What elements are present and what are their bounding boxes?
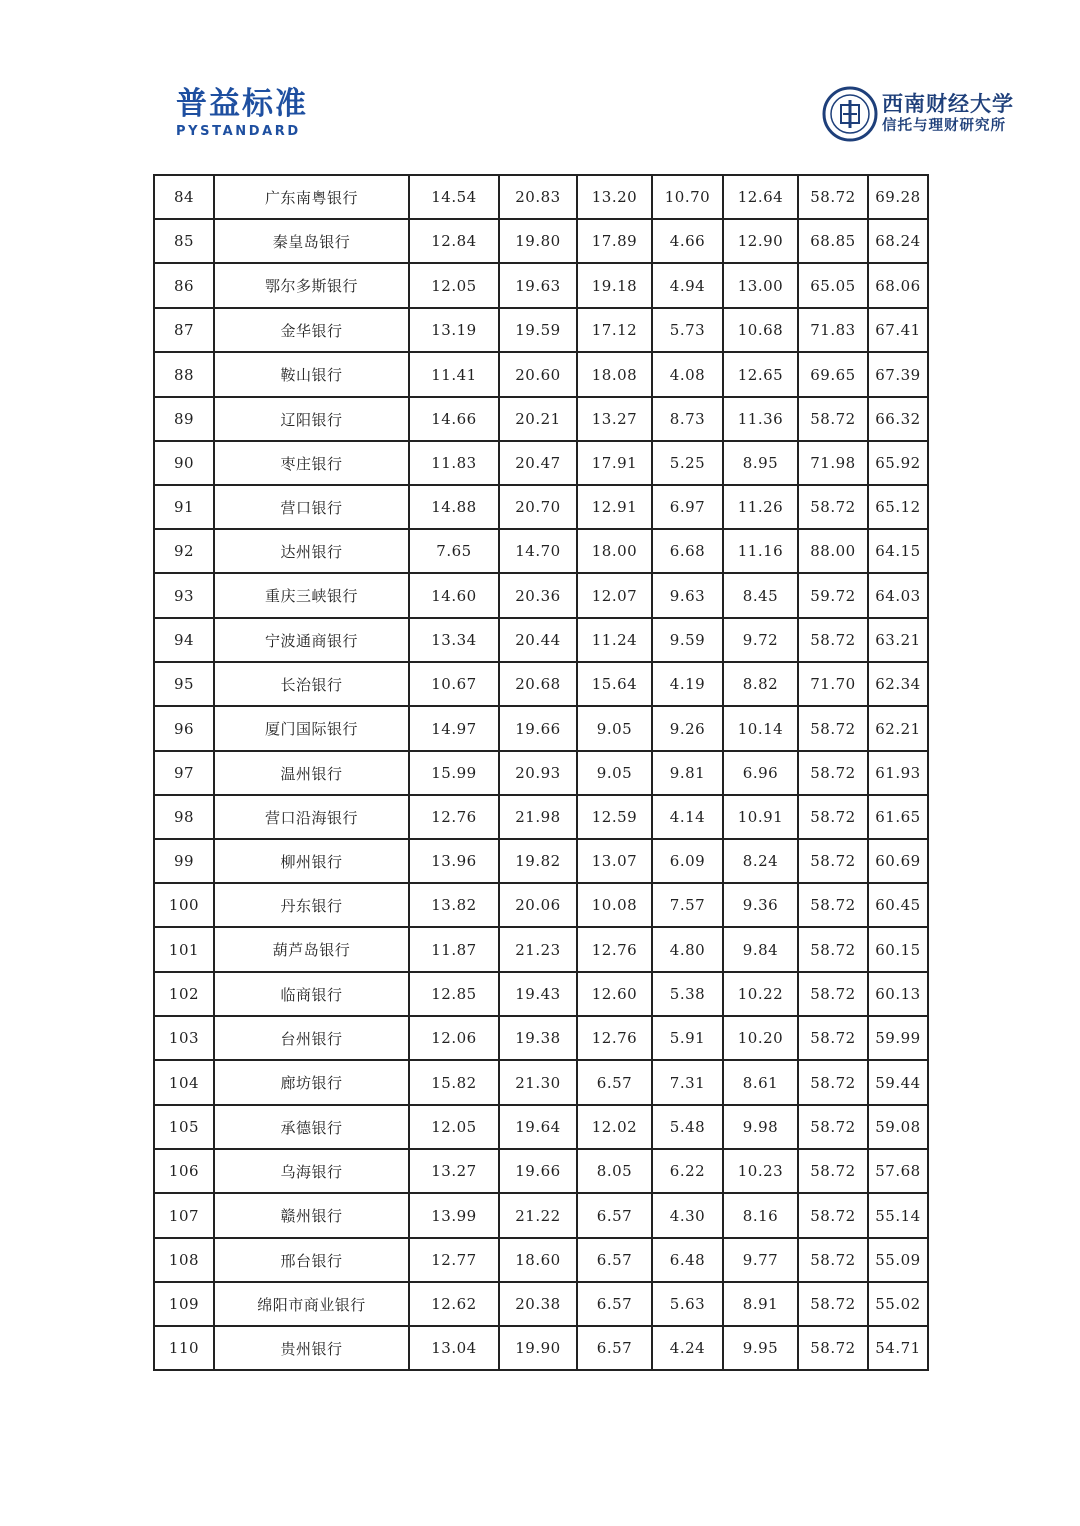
table-row (154, 1149, 928, 1193)
score-5-cell: 10.22 (723, 972, 798, 1016)
score-6-cell: 58.72 (798, 1016, 868, 1060)
score-5-cell: 9.72 (723, 618, 798, 662)
total-score-cell: 67.39 (868, 352, 928, 397)
score-3-cell: 18.08 (577, 352, 652, 397)
total-score-cell: 68.24 (868, 219, 928, 263)
score-5-cell: 9.95 (723, 1326, 798, 1370)
score-6-cell: 59.72 (798, 573, 868, 618)
rank-cell: 102 (154, 972, 214, 1016)
bank-name-cell: 长治银行 (214, 662, 409, 706)
score-5-cell: 6.96 (723, 751, 798, 795)
score-1-cell: 10.67 (409, 662, 499, 706)
score-1-cell: 12.62 (409, 1282, 499, 1326)
score-6-cell: 58.72 (798, 397, 868, 441)
score-5-cell: 9.36 (723, 883, 798, 927)
score-4-cell: 4.80 (652, 927, 723, 972)
score-2-cell: 20.44 (499, 618, 577, 662)
total-score-cell: 55.09 (868, 1238, 928, 1282)
table-row (154, 397, 928, 441)
score-5-cell: 10.68 (723, 308, 798, 352)
score-1-cell: 12.84 (409, 219, 499, 263)
bank-name-cell: 枣庄银行 (214, 441, 409, 485)
score-4-cell: 6.22 (652, 1149, 723, 1193)
score-1-cell: 13.19 (409, 308, 499, 352)
rank-cell: 84 (154, 175, 214, 219)
university-seal-icon (822, 86, 878, 142)
table-row (154, 263, 928, 308)
swufe-institute-logo (822, 86, 1014, 142)
score-4-cell: 4.08 (652, 352, 723, 397)
score-4-cell: 5.48 (652, 1105, 723, 1149)
score-3-cell: 9.05 (577, 706, 652, 751)
bank-name-cell: 柳州银行 (214, 839, 409, 883)
logo-chinese-text: 普益标准 (176, 86, 308, 122)
score-1-cell: 11.41 (409, 352, 499, 397)
score-2-cell: 19.38 (499, 1016, 577, 1060)
score-2-cell: 19.66 (499, 1149, 577, 1193)
score-2-cell: 21.98 (499, 795, 577, 839)
score-4-cell: 7.57 (652, 883, 723, 927)
table-row (154, 751, 928, 795)
table-row (154, 1238, 928, 1282)
score-6-cell: 69.65 (798, 352, 868, 397)
bank-name-cell: 金华银行 (214, 308, 409, 352)
score-5-cell: 8.24 (723, 839, 798, 883)
bank-name-cell: 辽阳银行 (214, 397, 409, 441)
score-4-cell: 9.81 (652, 751, 723, 795)
institute-university-name: 西南财经大学 (882, 91, 1014, 116)
score-5-cell: 8.45 (723, 573, 798, 618)
score-2-cell: 20.06 (499, 883, 577, 927)
score-3-cell: 11.24 (577, 618, 652, 662)
rank-cell: 87 (154, 308, 214, 352)
total-score-cell: 61.93 (868, 751, 928, 795)
score-1-cell: 13.27 (409, 1149, 499, 1193)
score-1-cell: 14.60 (409, 573, 499, 618)
bank-name-cell: 贵州银行 (214, 1326, 409, 1370)
score-6-cell: 58.72 (798, 1282, 868, 1326)
rank-cell: 99 (154, 839, 214, 883)
rank-cell: 101 (154, 927, 214, 972)
score-3-cell: 6.57 (577, 1282, 652, 1326)
score-4-cell: 6.48 (652, 1238, 723, 1282)
score-6-cell: 71.70 (798, 662, 868, 706)
score-3-cell: 12.02 (577, 1105, 652, 1149)
rank-cell: 109 (154, 1282, 214, 1326)
score-6-cell: 58.72 (798, 618, 868, 662)
score-2-cell: 20.21 (499, 397, 577, 441)
score-3-cell: 19.18 (577, 263, 652, 308)
table-row (154, 1193, 928, 1238)
score-6-cell: 58.72 (798, 485, 868, 529)
score-4-cell: 6.09 (652, 839, 723, 883)
score-2-cell: 20.68 (499, 662, 577, 706)
score-3-cell: 12.60 (577, 972, 652, 1016)
score-6-cell: 58.72 (798, 839, 868, 883)
score-3-cell: 6.57 (577, 1193, 652, 1238)
score-1-cell: 15.82 (409, 1060, 499, 1105)
table-row (154, 1282, 928, 1326)
score-4-cell: 5.38 (652, 972, 723, 1016)
table-row (154, 175, 928, 219)
score-3-cell: 13.20 (577, 175, 652, 219)
score-6-cell: 71.98 (798, 441, 868, 485)
score-6-cell: 58.72 (798, 751, 868, 795)
total-score-cell: 60.13 (868, 972, 928, 1016)
score-4-cell: 5.63 (652, 1282, 723, 1326)
score-4-cell: 4.94 (652, 263, 723, 308)
score-6-cell: 58.72 (798, 883, 868, 927)
table-row (154, 485, 928, 529)
score-3-cell: 17.91 (577, 441, 652, 485)
rank-cell: 105 (154, 1105, 214, 1149)
total-score-cell: 66.32 (868, 397, 928, 441)
score-2-cell: 19.82 (499, 839, 577, 883)
table-row (154, 1105, 928, 1149)
total-score-cell: 60.69 (868, 839, 928, 883)
score-6-cell: 58.72 (798, 1105, 868, 1149)
score-2-cell: 21.23 (499, 927, 577, 972)
score-4-cell: 9.26 (652, 706, 723, 751)
total-score-cell: 57.68 (868, 1149, 928, 1193)
score-2-cell: 18.60 (499, 1238, 577, 1282)
rank-cell: 97 (154, 751, 214, 795)
bank-name-cell: 广东南粤银行 (214, 175, 409, 219)
total-score-cell: 59.44 (868, 1060, 928, 1105)
score-5-cell: 12.64 (723, 175, 798, 219)
score-2-cell: 20.38 (499, 1282, 577, 1326)
score-5-cell: 12.65 (723, 352, 798, 397)
score-3-cell: 8.05 (577, 1149, 652, 1193)
score-1-cell: 11.87 (409, 927, 499, 972)
rank-cell: 110 (154, 1326, 214, 1370)
score-2-cell: 19.43 (499, 972, 577, 1016)
total-score-cell: 63.21 (868, 618, 928, 662)
logo-english-text: PYSTANDARD (176, 124, 301, 139)
rank-cell: 93 (154, 573, 214, 618)
score-3-cell: 9.05 (577, 751, 652, 795)
score-5-cell: 11.16 (723, 529, 798, 573)
bank-name-cell: 温州银行 (214, 751, 409, 795)
bank-name-cell: 厦门国际银行 (214, 706, 409, 751)
score-1-cell: 12.05 (409, 1105, 499, 1149)
score-5-cell: 9.84 (723, 927, 798, 972)
rank-cell: 96 (154, 706, 214, 751)
score-2-cell: 20.60 (499, 352, 577, 397)
bank-name-cell: 邢台银行 (214, 1238, 409, 1282)
score-1-cell: 14.66 (409, 397, 499, 441)
bank-name-cell: 绵阳市商业银行 (214, 1282, 409, 1326)
score-5-cell: 8.61 (723, 1060, 798, 1105)
rank-cell: 103 (154, 1016, 214, 1060)
bank-name-cell: 临商银行 (214, 972, 409, 1016)
score-3-cell: 6.57 (577, 1326, 652, 1370)
score-5-cell: 8.16 (723, 1193, 798, 1238)
rank-cell: 94 (154, 618, 214, 662)
score-4-cell: 4.19 (652, 662, 723, 706)
table-row (154, 1016, 928, 1060)
score-1-cell: 13.34 (409, 618, 499, 662)
score-6-cell: 65.05 (798, 263, 868, 308)
score-5-cell: 9.77 (723, 1238, 798, 1282)
total-score-cell: 59.08 (868, 1105, 928, 1149)
rank-cell: 91 (154, 485, 214, 529)
score-5-cell: 11.36 (723, 397, 798, 441)
score-1-cell: 12.05 (409, 263, 499, 308)
score-5-cell: 11.26 (723, 485, 798, 529)
rank-cell: 90 (154, 441, 214, 485)
total-score-cell: 55.02 (868, 1282, 928, 1326)
bank-name-cell: 葫芦岛银行 (214, 927, 409, 972)
bank-name-cell: 乌海银行 (214, 1149, 409, 1193)
score-3-cell: 12.76 (577, 927, 652, 972)
score-2-cell: 14.70 (499, 529, 577, 573)
score-1-cell: 13.96 (409, 839, 499, 883)
score-6-cell: 58.72 (798, 1238, 868, 1282)
score-1-cell: 12.76 (409, 795, 499, 839)
score-3-cell: 6.57 (577, 1238, 652, 1282)
rank-cell: 98 (154, 795, 214, 839)
table-row (154, 618, 928, 662)
table-row (154, 883, 928, 927)
rank-cell: 95 (154, 662, 214, 706)
rank-cell: 92 (154, 529, 214, 573)
score-6-cell: 58.72 (798, 972, 868, 1016)
score-3-cell: 10.08 (577, 883, 652, 927)
table-row (154, 529, 928, 573)
score-3-cell: 13.27 (577, 397, 652, 441)
total-score-cell: 62.21 (868, 706, 928, 751)
score-1-cell: 13.99 (409, 1193, 499, 1238)
total-score-cell: 67.41 (868, 308, 928, 352)
table-row (154, 1326, 928, 1370)
pystandard-logo (176, 86, 308, 139)
score-2-cell: 20.36 (499, 573, 577, 618)
bank-name-cell: 重庆三峡银行 (214, 573, 409, 618)
rank-cell: 88 (154, 352, 214, 397)
score-3-cell: 6.57 (577, 1060, 652, 1105)
score-4-cell: 4.30 (652, 1193, 723, 1238)
score-1-cell: 12.85 (409, 972, 499, 1016)
score-5-cell: 8.91 (723, 1282, 798, 1326)
institute-name: 信托与理财研究所 (882, 117, 1006, 134)
score-4-cell: 10.70 (652, 175, 723, 219)
rank-cell: 108 (154, 1238, 214, 1282)
rank-cell: 89 (154, 397, 214, 441)
total-score-cell: 60.15 (868, 927, 928, 972)
score-6-cell: 58.72 (798, 1060, 868, 1105)
table-row (154, 972, 928, 1016)
table-row (154, 795, 928, 839)
score-5-cell: 8.95 (723, 441, 798, 485)
score-2-cell: 21.30 (499, 1060, 577, 1105)
score-6-cell: 71.83 (798, 308, 868, 352)
total-score-cell: 68.06 (868, 263, 928, 308)
bank-name-cell: 鄂尔多斯银行 (214, 263, 409, 308)
score-6-cell: 58.72 (798, 1326, 868, 1370)
total-score-cell: 54.71 (868, 1326, 928, 1370)
total-score-cell: 55.14 (868, 1193, 928, 1238)
score-3-cell: 12.07 (577, 573, 652, 618)
bank-name-cell: 丹东银行 (214, 883, 409, 927)
score-6-cell: 58.72 (798, 1193, 868, 1238)
score-2-cell: 19.63 (499, 263, 577, 308)
score-3-cell: 12.91 (577, 485, 652, 529)
total-score-cell: 64.03 (868, 573, 928, 618)
bank-name-cell: 营口沿海银行 (214, 795, 409, 839)
table-row (154, 573, 928, 618)
total-score-cell: 65.12 (868, 485, 928, 529)
score-4-cell: 4.14 (652, 795, 723, 839)
score-2-cell: 20.83 (499, 175, 577, 219)
total-score-cell: 60.45 (868, 883, 928, 927)
score-6-cell: 58.72 (798, 175, 868, 219)
score-5-cell: 10.91 (723, 795, 798, 839)
score-3-cell: 17.89 (577, 219, 652, 263)
score-4-cell: 5.25 (652, 441, 723, 485)
table-row (154, 1060, 928, 1105)
score-3-cell: 12.76 (577, 1016, 652, 1060)
table-row (154, 441, 928, 485)
rank-cell: 104 (154, 1060, 214, 1105)
score-4-cell: 9.63 (652, 573, 723, 618)
score-3-cell: 15.64 (577, 662, 652, 706)
score-5-cell: 12.90 (723, 219, 798, 263)
total-score-cell: 69.28 (868, 175, 928, 219)
score-1-cell: 15.99 (409, 751, 499, 795)
score-6-cell: 58.72 (798, 795, 868, 839)
bank-name-cell: 达州银行 (214, 529, 409, 573)
score-4-cell: 6.97 (652, 485, 723, 529)
score-2-cell: 20.70 (499, 485, 577, 529)
score-3-cell: 17.12 (577, 308, 652, 352)
rank-cell: 85 (154, 219, 214, 263)
score-2-cell: 19.64 (499, 1105, 577, 1149)
score-1-cell: 11.83 (409, 441, 499, 485)
score-6-cell: 68.85 (798, 219, 868, 263)
table-row (154, 352, 928, 397)
score-2-cell: 20.47 (499, 441, 577, 485)
table-row (154, 662, 928, 706)
rank-cell: 107 (154, 1193, 214, 1238)
score-2-cell: 20.93 (499, 751, 577, 795)
total-score-cell: 59.99 (868, 1016, 928, 1060)
score-4-cell: 4.24 (652, 1326, 723, 1370)
score-1-cell: 14.97 (409, 706, 499, 751)
rank-cell: 100 (154, 883, 214, 927)
score-3-cell: 13.07 (577, 839, 652, 883)
score-4-cell: 7.31 (652, 1060, 723, 1105)
score-5-cell: 10.20 (723, 1016, 798, 1060)
bank-name-cell: 营口银行 (214, 485, 409, 529)
bank-name-cell: 赣州银行 (214, 1193, 409, 1238)
score-5-cell: 10.14 (723, 706, 798, 751)
table-row (154, 219, 928, 263)
score-4-cell: 9.59 (652, 618, 723, 662)
score-1-cell: 13.82 (409, 883, 499, 927)
score-5-cell: 8.82 (723, 662, 798, 706)
score-6-cell: 58.72 (798, 706, 868, 751)
score-4-cell: 8.73 (652, 397, 723, 441)
bank-ranking-table (153, 174, 929, 1371)
score-1-cell: 13.04 (409, 1326, 499, 1370)
bank-name-cell: 秦皇岛银行 (214, 219, 409, 263)
total-score-cell: 61.65 (868, 795, 928, 839)
score-4-cell: 5.73 (652, 308, 723, 352)
rank-cell: 106 (154, 1149, 214, 1193)
score-1-cell: 14.54 (409, 175, 499, 219)
score-2-cell: 19.90 (499, 1326, 577, 1370)
total-score-cell: 62.34 (868, 662, 928, 706)
score-6-cell: 58.72 (798, 1149, 868, 1193)
score-3-cell: 12.59 (577, 795, 652, 839)
score-2-cell: 19.66 (499, 706, 577, 751)
score-5-cell: 13.00 (723, 263, 798, 308)
total-score-cell: 64.15 (868, 529, 928, 573)
score-4-cell: 5.91 (652, 1016, 723, 1060)
score-2-cell: 21.22 (499, 1193, 577, 1238)
table-row (154, 839, 928, 883)
score-1-cell: 14.88 (409, 485, 499, 529)
score-2-cell: 19.59 (499, 308, 577, 352)
score-5-cell: 10.23 (723, 1149, 798, 1193)
score-1-cell: 12.06 (409, 1016, 499, 1060)
score-2-cell: 19.80 (499, 219, 577, 263)
bank-name-cell: 廊坊银行 (214, 1060, 409, 1105)
score-5-cell: 9.98 (723, 1105, 798, 1149)
score-3-cell: 18.00 (577, 529, 652, 573)
table-row (154, 308, 928, 352)
score-1-cell: 7.65 (409, 529, 499, 573)
bank-name-cell: 台州银行 (214, 1016, 409, 1060)
score-6-cell: 58.72 (798, 927, 868, 972)
bank-name-cell: 宁波通商银行 (214, 618, 409, 662)
bank-name-cell: 承德银行 (214, 1105, 409, 1149)
total-score-cell: 65.92 (868, 441, 928, 485)
rank-cell: 86 (154, 263, 214, 308)
score-6-cell: 88.00 (798, 529, 868, 573)
score-1-cell: 12.77 (409, 1238, 499, 1282)
table-row (154, 706, 928, 751)
table-row (154, 927, 928, 972)
bank-name-cell: 鞍山银行 (214, 352, 409, 397)
score-4-cell: 6.68 (652, 529, 723, 573)
score-4-cell: 4.66 (652, 219, 723, 263)
